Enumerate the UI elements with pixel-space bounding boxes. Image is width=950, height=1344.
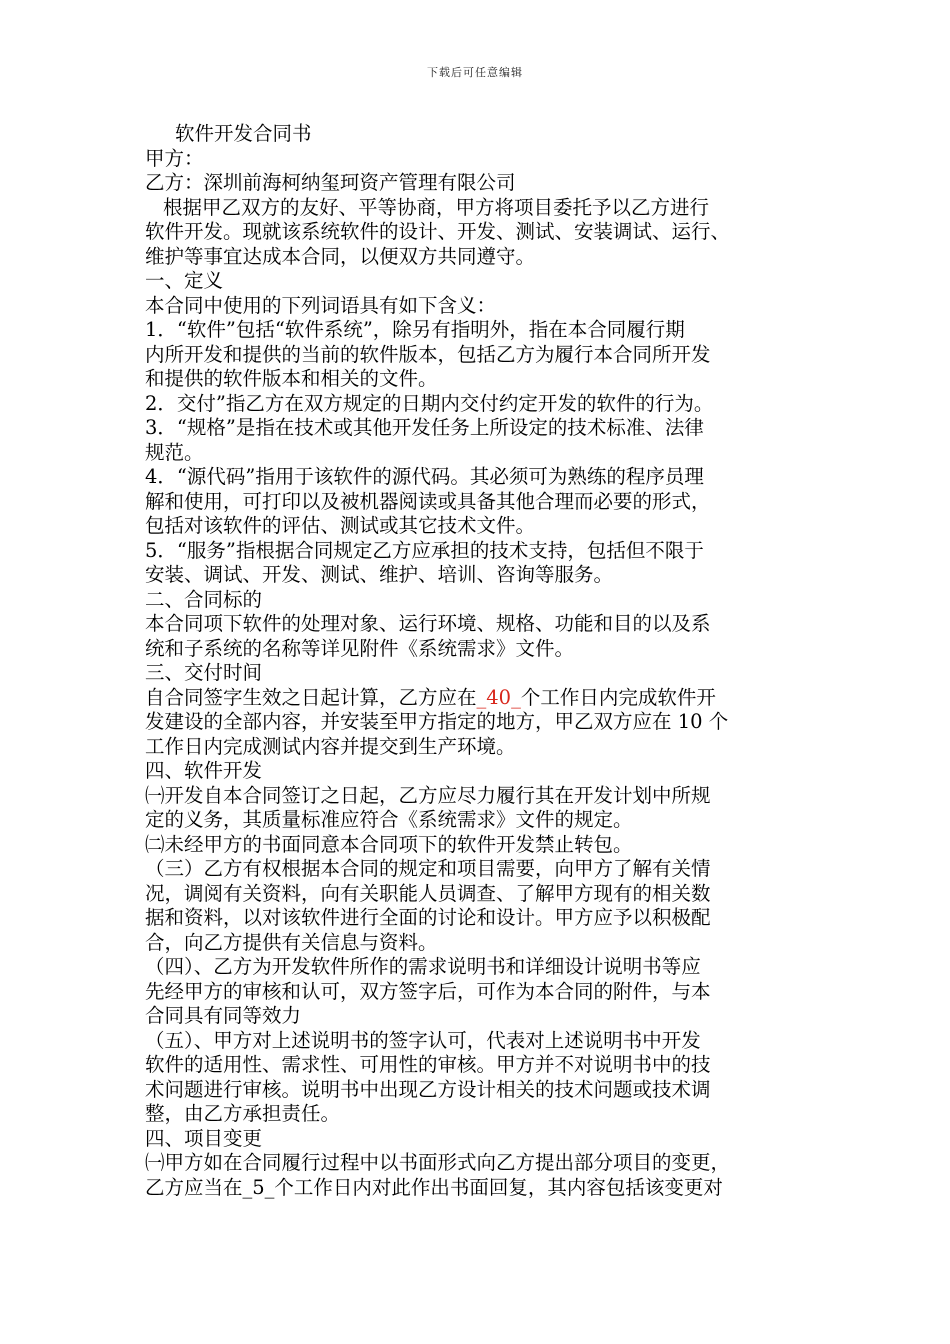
subject-text: 统和子系统的名称等详见附件《系统需求》文件。	[145, 636, 575, 660]
development-clause-4: 先经甲方的审核和认可，双方签字后，可作为本合同的附件，与本	[145, 979, 711, 1003]
definition-software: 和提供的软件版本和相关的文件。	[145, 367, 438, 390]
development-clause-3: （三）乙方有权根据本合同的规定和项目需要，向甲方了解有关情	[145, 857, 711, 880]
development-clause-5: 整，由乙方承担责任。	[145, 1102, 341, 1125]
definition-software: 内所开发和提供的当前的软件版本，包括乙方为履行本合同所开发	[145, 342, 711, 366]
section-heading-subject: 二、合同标的	[145, 587, 263, 611]
development-clause-1: 定的义务，其质量标准应符合《系统需求》文件的规定。	[145, 808, 633, 831]
development-clause-2: ㈡未经甲方的书面同意本合同项下的软件开发禁止转包。	[145, 832, 633, 856]
development-clause-1: ㈠开发自本合同签订之日起，乙方应尽力履行其在开发计划中所规	[145, 783, 711, 807]
contract-body	[145, 122, 821, 1200]
definition-service: 5．“服务”指根据合同规定乙方应承担的技术支持，包括但不限于	[145, 538, 704, 562]
intro-line: 软件开发。现就该系统软件的设计、开发、测试、安装调试、运行、	[145, 220, 731, 243]
document-title: 软件开发合同书	[175, 122, 312, 145]
definition-source-code: 解和使用，可打印以及被机器阅读或具备其他合理而必要的形式，	[145, 489, 711, 513]
section-heading-delivery-time: 三、交付时间	[145, 661, 263, 684]
section-heading-definitions: 一、定义	[145, 269, 224, 292]
development-clause-3: 据和资料，以对该软件进行全面的讨论和设计。甲方应予以积极配	[145, 906, 711, 929]
development-clause-3: 合，向乙方提供有关信息与资料。	[145, 930, 438, 954]
development-clause-5: 软件的适用性、需求性、可用性的审核。甲方并不对说明书中的技	[145, 1053, 711, 1076]
development-clause-3: 况，调阅有关资料，向有关职能人员调查、了解甲方现有的相关数	[145, 881, 711, 905]
delivery-days-value: _40_	[476, 685, 521, 709]
development-clause-4: （四）、乙方为开发软件所作的需求说明书和详细设计说明书等应	[145, 955, 701, 978]
definition-source-code: 包括对该软件的评估、测试或其它技术文件。	[145, 514, 536, 537]
delivery-time-prefix: 自合同签字生效之日起计算，乙方应在	[145, 685, 477, 709]
download-note: 下载后可任意编辑	[427, 66, 523, 79]
delivery-time-text	[145, 686, 821, 711]
change-clause-1: 乙方应当在_5_个工作日内对此作出书面回复，其内容包括该变更对	[145, 1175, 723, 1199]
section-heading-change: 四、项目变更	[145, 1126, 263, 1150]
development-clause-5: 术问题进行审核。说明书中出现乙方设计相关的技术问题或技术调	[145, 1077, 711, 1101]
definitions-lead: 本合同中使用的下列词语具有如下含义：	[145, 293, 497, 317]
delivery-time-text: 发建设的全部内容，并安装至甲方指定的地方，甲乙双方应在 10 个	[145, 710, 729, 733]
subject-text: 本合同项下软件的处理对象、运行环境、规格、功能和目的以及系	[145, 612, 711, 635]
definition-software: 1．“软件”包括“软件系统”，除另有指明外，指在本合同履行期	[145, 318, 685, 341]
definition-source-code: 4．“源代码”指用于该软件的源代码。其必须可为熟练的程序员理	[145, 465, 704, 488]
change-clause-1: ㈠甲方如在合同履行过程中以书面形式向乙方提出部分项目的变更，	[145, 1151, 731, 1174]
definition-spec: 3．“规格”是指在技术或其他开发任务上所设定的技术标准、法律	[145, 416, 704, 439]
definition-spec: 规范。	[145, 440, 204, 464]
development-clause-5: （五）、甲方对上述说明书的签字认可，代表对上述说明书中开发	[145, 1028, 701, 1052]
definition-service: 安装、调试、开发、测试、维护、培训、咨询等服务。	[145, 563, 614, 586]
section-heading-development: 四、软件开发	[145, 759, 263, 782]
development-clause-4: 合同具有同等效力	[145, 1004, 302, 1027]
intro-line: 根据甲乙双方的友好、平等协商，甲方将项目委托予以乙方进行	[163, 195, 710, 219]
delivery-time-text: 工作日内完成测试内容并提交到生产环境。	[145, 734, 516, 758]
intro-line: 维护等事宜达成本合同，以便双方共同遵守。	[145, 244, 536, 268]
delivery-time-suffix: 个工作日内完成软件开	[520, 685, 716, 709]
party-a: 甲方：	[145, 146, 204, 170]
definition-delivery: 2．交付”指乙方在双方规定的日期内交付约定开发的软件的行为。	[145, 391, 714, 415]
party-b: 乙方：深圳前海柯纳玺珂资产管理有限公司	[145, 171, 516, 194]
